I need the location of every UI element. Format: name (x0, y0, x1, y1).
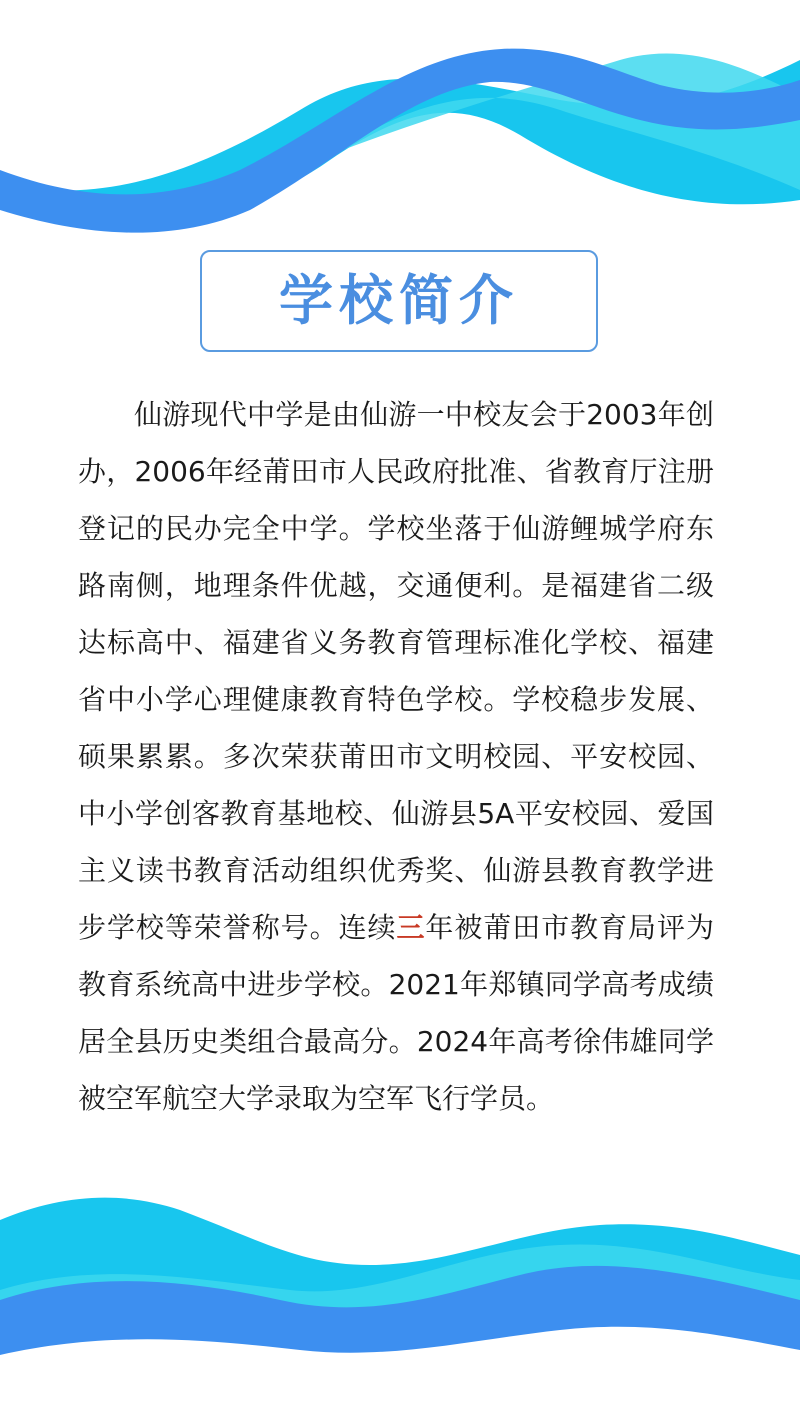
top-wave-decoration (0, 0, 800, 250)
intro-text-before: 仙游现代中学是由仙游一中校友会于2003年创办，2006年经莆田市人民政府批准、省教育厅注册登记的民办完全中学。学校坐落于仙游鲤城学府东路南侧，地理条件优越，交通便利。是福建省二级达标高中、福建省义务教育管理标准化学校、福建省中小学心理健康教育特色学校。学校稳步发展、硕果累累。多次荣获莆田市文明校园、平安校园、中小学创客教育基地校、仙游县5A平安校园、爱国主义读书教育活动组织优秀奖、仙游县教育教学进步学校等荣誉称号。连续 (78, 398, 714, 944)
title-box (200, 250, 598, 352)
bottom-wave-decoration (0, 1170, 800, 1422)
intro-text-after: 年被莆田市教育局评为教育系统高中进步学校。2021年郑镇同学高考成绩居全县历史类组合最高分。2024年高考徐伟雄同学被空军航空大学录取为空军飞行学员。 (78, 911, 714, 1115)
intro-paragraph (78, 386, 714, 1127)
intro-highlight: 三 (396, 911, 426, 944)
page-title: 学校简介 (279, 269, 519, 332)
